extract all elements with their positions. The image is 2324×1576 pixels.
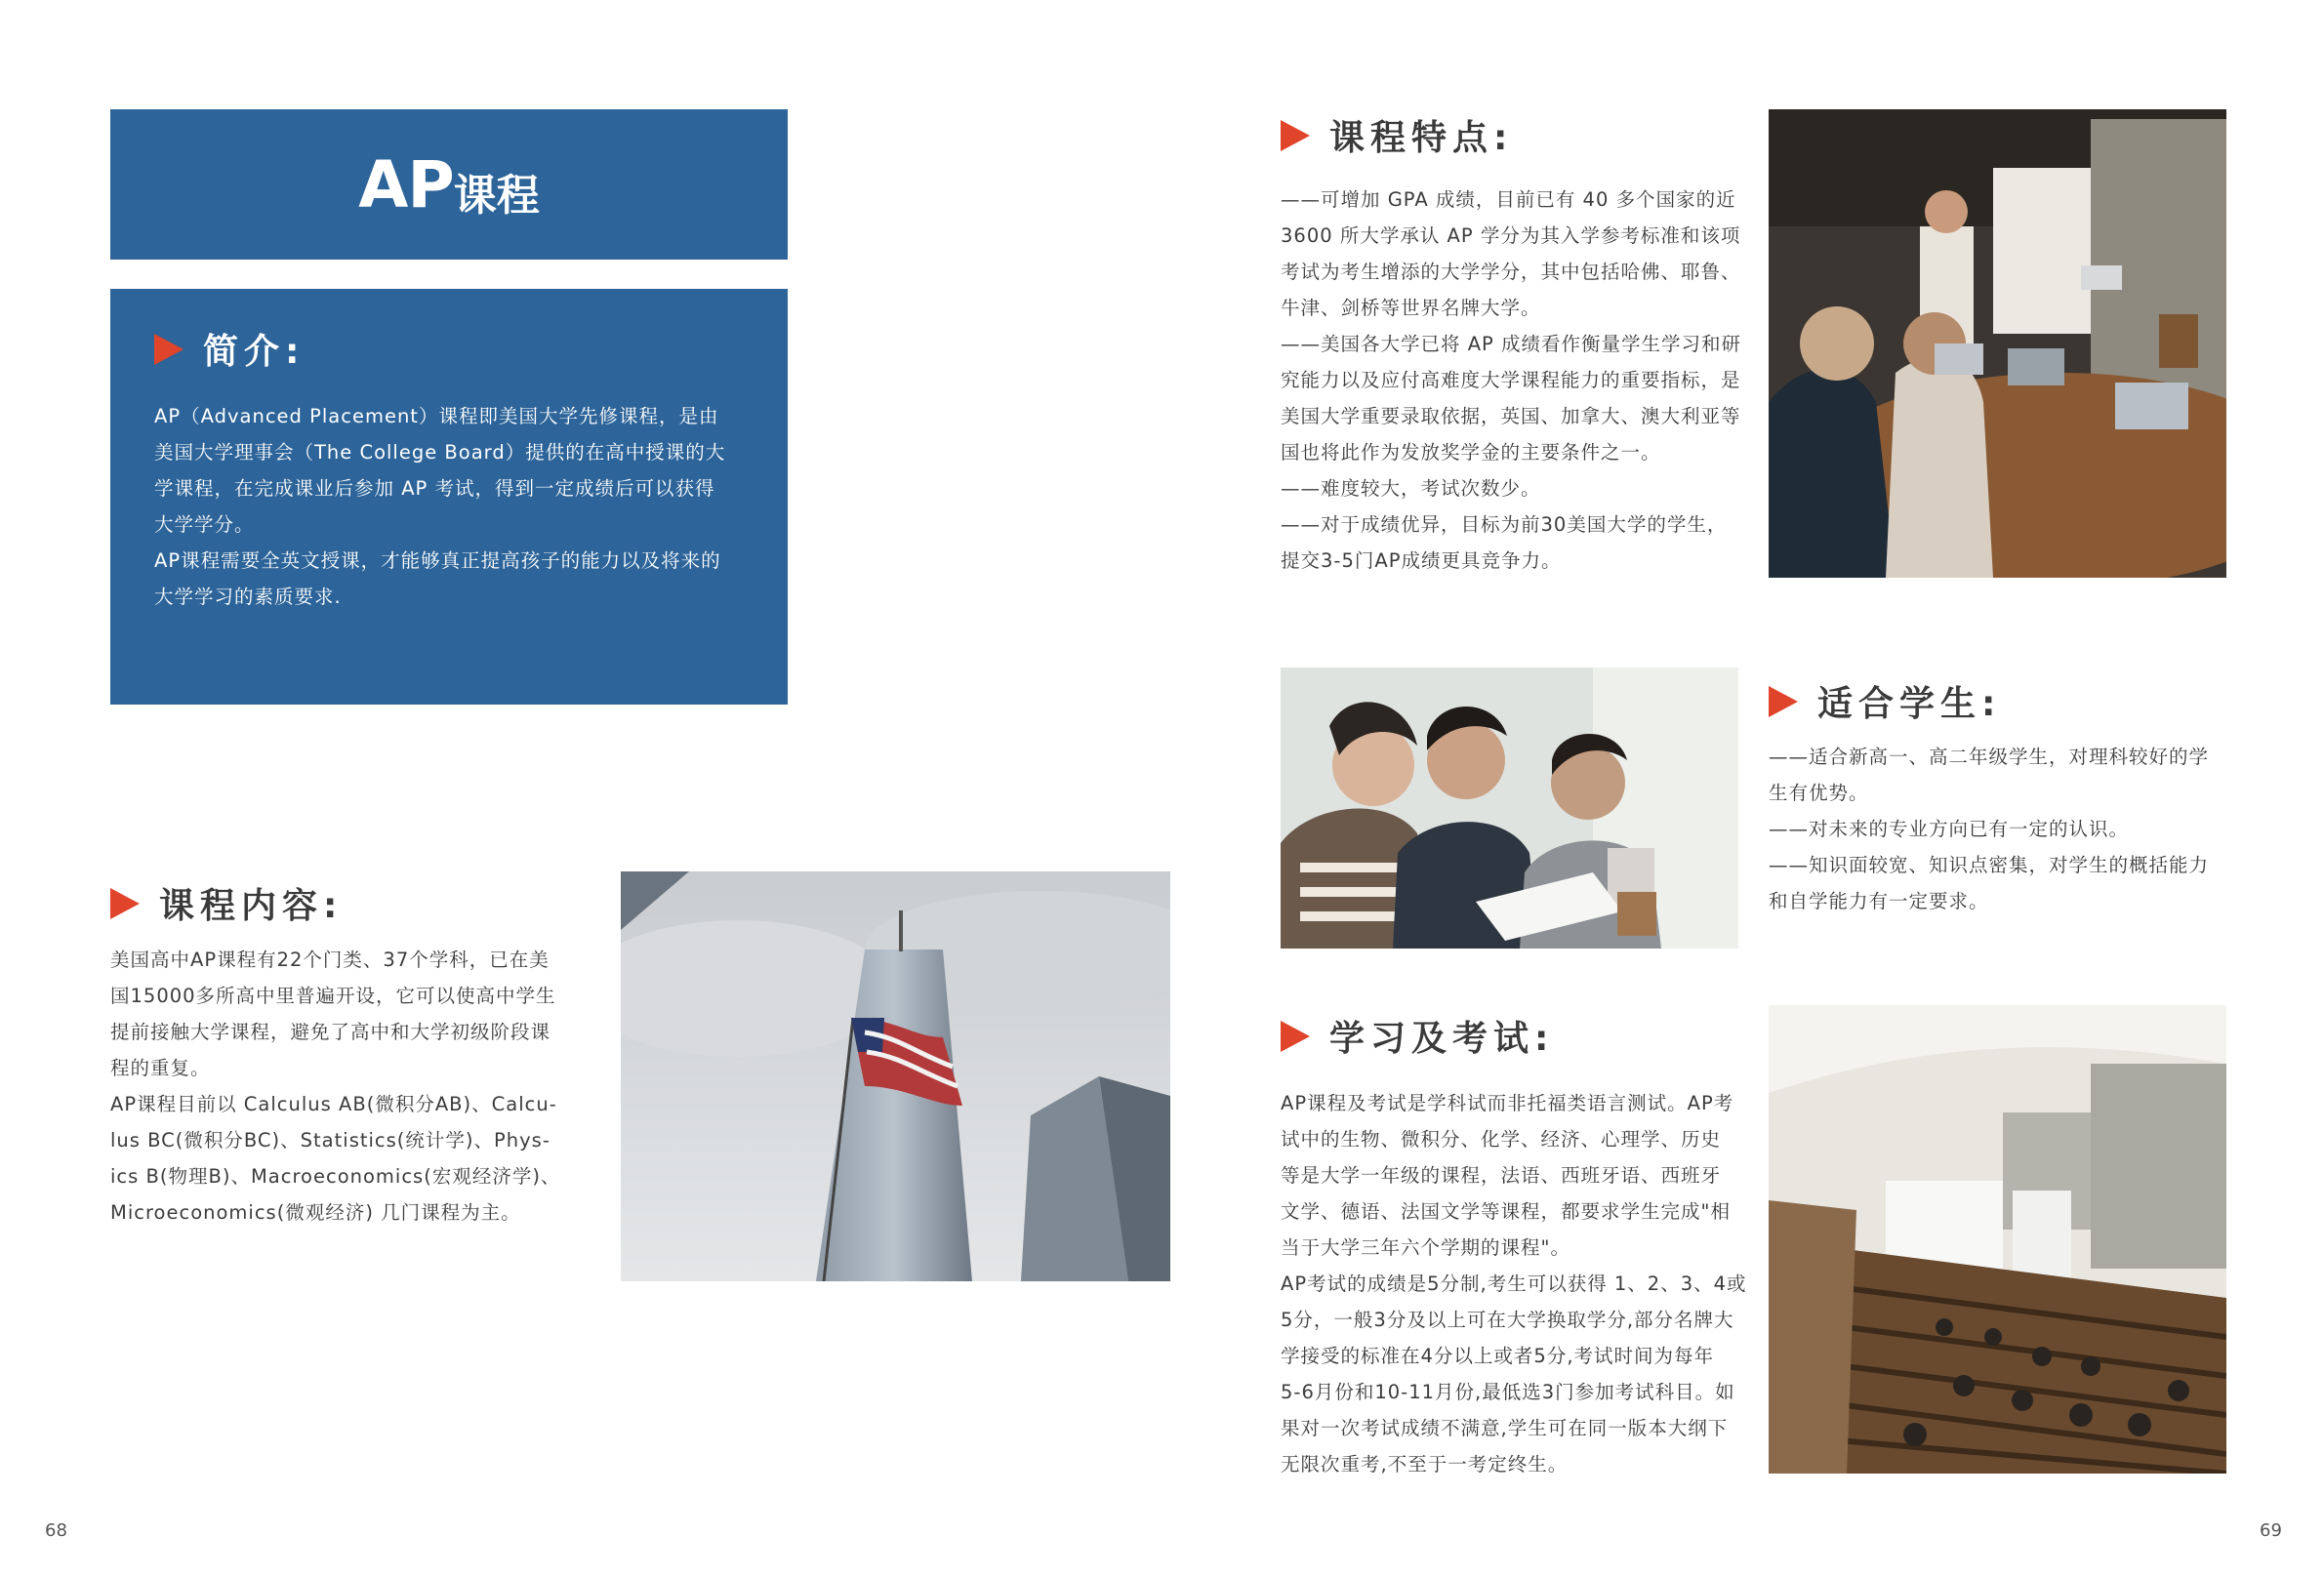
exam-heading [1281,1011,1554,1061]
features-line: 究能力以及应付高难度大学课程能力的重要指标，是 [1281,369,1741,391]
features-line: 国也将此作为发放奖学金的主要条件之一。 [1281,441,1661,464]
intro-panel [110,289,788,705]
triangle-bullet-icon [110,888,140,919]
content-line: 国15000多所高中里普遍开设，它可以使高中学生 [110,985,556,1007]
exam-text [1281,1085,1747,1482]
intro-text [154,398,725,615]
content-line: 提前接触大学课程，避免了高中和大学初级阶段课 [110,1021,551,1043]
exam-line: AP考试的成绩是5分制,考生可以获得 1、2、3、4或 [1281,1273,1747,1295]
exam-line: 文学、德语、法国文学等课程，都要求学生完成"相 [1281,1200,1731,1223]
features-line: ——美国各大学已将 AP 成绩看作衡量学生学习和研 [1281,333,1741,355]
students-photo [1281,667,1738,949]
title-main: AP [358,146,454,222]
features-line: 提交3-5门AP成绩更具竞争力。 [1281,549,1562,572]
content-line: lus BC(微积分BC)、Statistics(统计学)、Phys- [110,1129,550,1152]
suitable-line: ——对未来的专业方向已有一定的认识。 [1769,818,2130,840]
triangle-bullet-icon [1281,120,1310,151]
features-line: 牛津、剑桥等世界名牌大学。 [1281,297,1541,319]
lecture-hall-photo [1769,1005,2226,1474]
page-number-left: 68 [45,1520,67,1541]
features-line: 美国大学重要录取依据，英国、加拿大、澳大利亚等 [1281,405,1741,427]
features-line: ——可增加 GPA 成绩，目前已有 40 多个国家的近 [1281,188,1736,211]
exam-line: 试中的生物、微积分、化学、经济、心理学、历史 [1281,1128,1722,1151]
exam-heading-text: 学习及考试: [1329,1019,1555,1059]
intro-line: AP课程需要全英文授课，才能够真正提高孩子的能力以及将来的 [154,549,721,572]
exam-line: 果对一次考试成绩不满意,学生可在同一版本大纲下 [1281,1417,1729,1439]
content-line: AP课程目前以 Calculus AB(微积分AB)、Calcu- [110,1093,557,1115]
title-sub: 课程 [453,171,540,221]
content-line: 美国高中AP课程有22个门类、37个学科，已在美 [110,949,550,971]
features-line: ——对于成绩优异，目标为前30美国大学的学生， [1281,513,1728,536]
features-heading [1281,110,1513,160]
suitable-text [1769,739,2209,919]
exam-line: 5-6月份和10-11月份,最低选3门参加考试科目。如 [1281,1381,1735,1403]
features-line: ——难度较大，考试次数少。 [1281,477,1541,500]
content-heading [110,878,343,928]
intro-heading-text: 简介: [203,332,306,372]
exam-line: 无限次重考,不至于一考定终生。 [1281,1453,1569,1475]
triangle-bullet-icon [1281,1021,1310,1052]
page-number-right: 69 [2260,1520,2282,1541]
triangle-bullet-icon [1769,686,1798,717]
suitable-line: ——知识面较宽、知识点密集，对学生的概括能力 [1769,854,2210,876]
suitable-line: 和自学能力有一定要求。 [1769,890,1989,912]
exam-line: AP课程及考试是学科试而非托福类语言测试。AP考 [1281,1092,1734,1114]
intro-line: 学课程，在完成课业后参加 AP 考试，得到一定成绩后可以获得 [154,477,715,500]
features-text [1281,182,1741,579]
content-line: ics B(物理B)、Macroeconomics(宏观经济学)、 [110,1165,561,1188]
exam-line: 当于大学三年六个学期的课程"。 [1281,1236,1570,1259]
content-line: 程的重复。 [110,1057,211,1079]
meeting-room-photo [1769,109,2226,578]
suitable-line: 生有优势。 [1769,782,1869,804]
intro-line: AP（Advanced Placement）课程即美国大学先修课程，是由 [154,405,719,427]
intro-heading [154,324,305,374]
suitable-line: ——适合新高一、高二年级学生，对理科较好的学 [1769,746,2210,768]
content-text [110,942,560,1231]
intro-line: 大学学分。 [154,513,255,536]
features-heading-text: 课程特点: [1329,118,1514,158]
suitable-heading-text: 适合学生: [1817,684,2002,724]
skyscraper-flag-photo [621,871,1170,1281]
content-heading-text: 课程内容: [159,886,344,926]
features-line: 考试为考生增添的大学学分，其中包括哈佛、耶鲁、 [1281,261,1741,283]
exam-line: 学接受的标准在4分以上或者5分,考试时间为每年 [1281,1345,1715,1367]
exam-line: 等是大学一年级的课程，法语、西班牙语、西班牙 [1281,1164,1722,1187]
features-line: 3600 所大学承认 AP 学分为其入学参考标准和该项 [1281,224,1741,247]
exam-line: 5分，一般3分及以上可在大学换取学分,部分名牌大 [1281,1309,1734,1331]
triangle-bullet-icon [154,334,183,365]
suitable-heading [1769,676,2001,726]
content-line: Microeconomics(微观经济) 几门课程为主。 [110,1201,521,1224]
intro-line: 大学学习的素质要求. [154,586,342,608]
intro-line: 美国大学理事会（The College Board）提供的在高中授课的大 [154,441,726,464]
title-banner [110,109,788,260]
